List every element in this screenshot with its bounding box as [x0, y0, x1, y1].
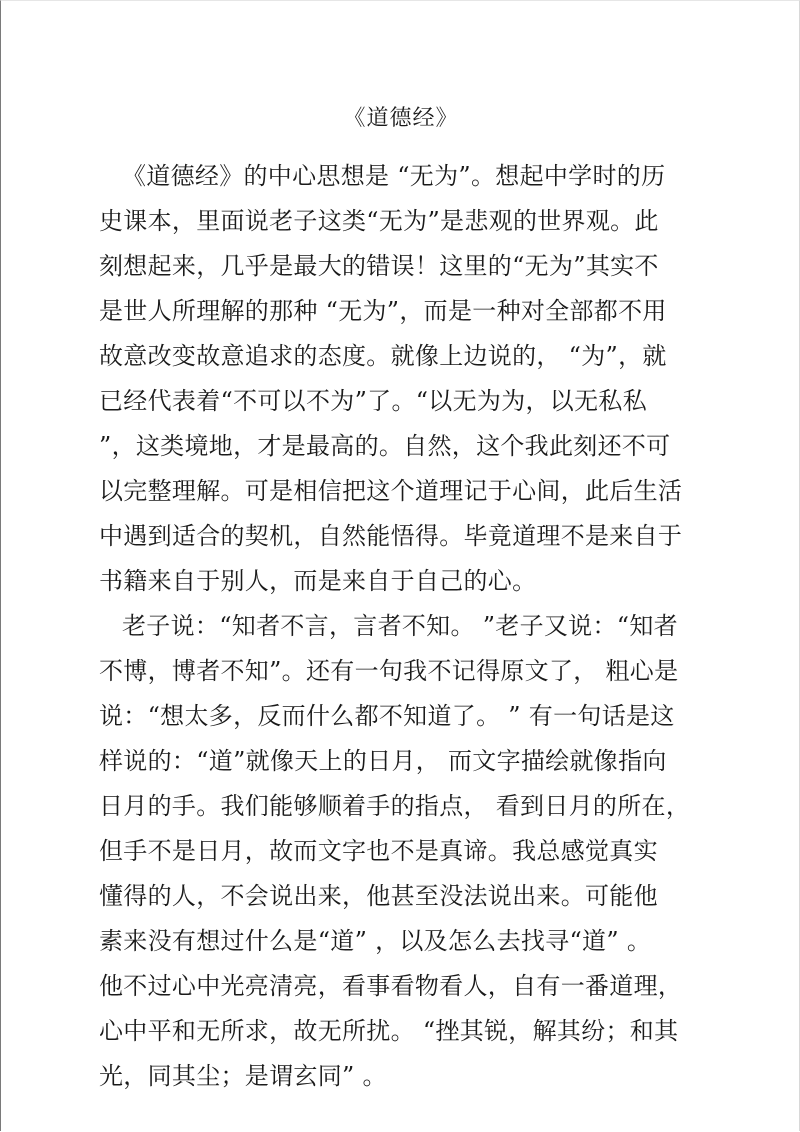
paragraph-2-line-11: 光，同其尘；是谓玄同” 。 [99, 1062, 387, 1090]
paragraph-1-line-8: 以完整理解。可是相信把这个道理记于心间，此后生活 [99, 477, 683, 505]
paragraph-1-line-4: 是世人所理解的那种 “无为”，而是一种对全部都不用 [99, 297, 667, 325]
paragraph-1-line-6: 已经代表着“不可以不为”了。“以无为为，以无私私 [99, 387, 648, 415]
paragraph-2-line-1: 老子说：“知者不言，言者不知。 ”老子又说：“知者 [122, 612, 678, 640]
paragraph-2-line-4: 样说的：“道”就像天上的日月， 而文字描绘就像指向 [99, 747, 667, 775]
paragraph-1-line-5: 故意改变故意追求的态度。就像上边说的， “为”，就 [99, 342, 667, 370]
paragraph-2-line-8: 素来没有想过什么是“道” ，以及怎么去找寻“道” 。 [99, 927, 652, 955]
paragraph-1-line-1: 《道德经》的中心思想是 “无为”。想起中学时的历 [122, 162, 666, 190]
paragraph-2-line-9: 他不过心中光亮清亮，看事看物看人，自有一番道理， [99, 972, 683, 1000]
paragraph-2-line-6: 但手不是日月，故而文字也不是真谛。我总感觉真实 [99, 837, 658, 865]
document-title: 《道德经》 [343, 106, 459, 131]
paragraph-1-line-10: 书籍来自于别人，而是来自于自己的心。 [99, 567, 537, 595]
paragraph-2-line-3: 说：“想太多，反而什么都不知道了。 ” 有一句话是这 [99, 702, 675, 730]
paragraph-1-line-3: 刻想起来，几乎是最大的错误！这里的“无为”其实不 [99, 252, 659, 280]
paragraph-2-line-2: 不博，博者不知”。还有一句我不记得原文了， 粗心是 [99, 657, 679, 685]
paragraph-1-line-2: 史课本，里面说老子这类“无为”是悲观的世界观。此 [99, 207, 659, 235]
paragraph-1-line-9: 中遇到适合的契机，自然能悟得。毕竟道理不是来自于 [99, 522, 683, 550]
paragraph-2-line-10: 心中平和无所求，故无所扰。 “挫其锐，解其纷；和其 [99, 1017, 679, 1045]
paragraph-1-line-7: ”，这类境地，才是最高的。自然，这个我此刻还不可 [99, 432, 671, 460]
paragraph-2-line-5: 日月的手。我们能够顺着手的指点， 看到日月的所在， [99, 792, 691, 820]
paragraph-2-line-7: 懂得的人，不会说出来，他甚至没法说出来。可能他 [99, 882, 658, 910]
